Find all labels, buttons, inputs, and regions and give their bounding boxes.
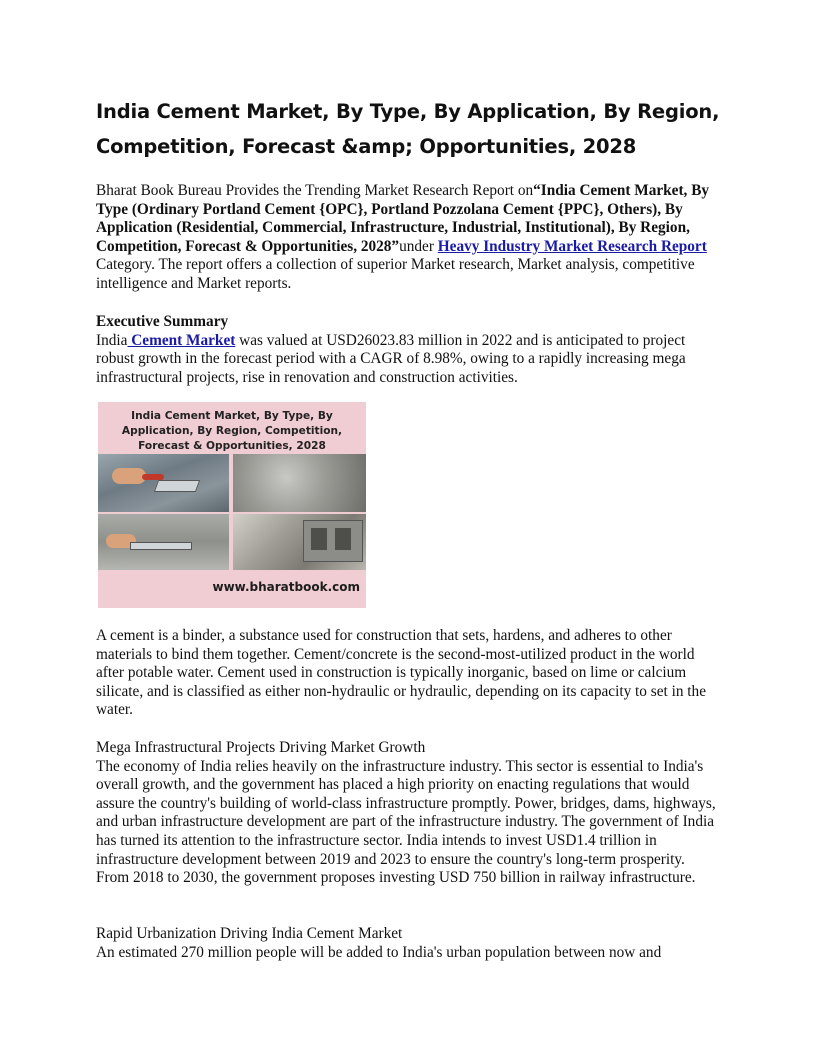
report-cover-image <box>98 402 366 608</box>
cement-definition-paragraph: A cement is a binder, a substance used for construction that sets, hardens, and adheres to other materials to bind them together. Cement/concrete is the second-most-utilized product in the world after potable water. Cement used in construction is typically inorganic, based on lime or calcium silicate, and is classified as either non-hydraulic or hydraulic, depending on its capacity to set in the water. <box>96 627 706 719</box>
intro-paragraph <box>96 182 720 294</box>
urban-text: An estimated 270 million people will be added to India's urban population between now and <box>96 943 662 961</box>
intro-under: under <box>399 237 438 255</box>
photo-trowel-plastering <box>98 454 229 512</box>
mega-text: The economy of India relies heavily on the infrastructure industry. This sector is essential to India's overall growth, and the government has placed a high priority on enacting regulations that would assure the country's building of world-class infrastructure promptly. Power, bridges, dams, highways, and urban infrastructure development are part of the infrastructure industry. The government of India has turned its attention to the infrastructure sector. India intends to invest USD1.4 trillion in infrastructure development between 2019 and 2023 to ensure the country's long-term prosperity. From 2018 to 2030, the government proposes investing USD 750 billion in railway infrastructure. <box>96 757 716 887</box>
cover-title: India Cement Market, By Type, By Application, By Region, Competition, Forecast & Opportunities, 2028 <box>121 410 343 452</box>
photo-concrete-blocks <box>233 514 366 570</box>
exec-text: was valued at USD26023.83 million in 2022 and is anticipated to project robust growth in the forecast period with a CAGR of 8.98%, owing to a rapidly increasing mega infrastructural projects, rise in renovation and construction activities. <box>96 331 686 386</box>
intro-tail: Category. The report offers a collection of superior Market research, Market analysis, competitive intelligence and Market reports. <box>96 256 695 292</box>
category-link[interactable]: Heavy Industry Market Research Report <box>437 237 707 255</box>
cover-website-url: www.bharatbook.com <box>212 580 360 594</box>
executive-summary <box>96 313 720 387</box>
intro-lead: Bharat Book Bureau Provides the Trending Market Research Report on <box>96 182 534 199</box>
page-title: India Cement Market, By Type, By Application, By Region, Competition, Forecast &amp; Opportunities, 2028 <box>96 100 720 158</box>
photo-concrete-leveling <box>98 514 229 570</box>
mega-infrastructure-section <box>96 739 720 888</box>
cement-market-link[interactable]: Cement Market <box>127 331 236 349</box>
exec-lead: India <box>96 331 128 349</box>
urban-heading: Rapid Urbanization Driving India Cement Market <box>96 925 403 942</box>
mega-heading: Mega Infrastructural Projects Driving Market Growth <box>96 739 426 756</box>
report-full-title: “India Cement Market, By Type (Ordinary Portland Cement {OPC}, Portland Pozzolana Cement {PPC}, Others), By Application (Residential, Commercial, Infrastructure, Industrial, Institutional), By Region, Competition, Forecast & Opportunities, 2028” <box>96 182 710 255</box>
urbanization-section <box>96 925 720 962</box>
photo-cement-pile <box>233 454 366 512</box>
executive-summary-heading: Executive Summary <box>96 313 229 330</box>
